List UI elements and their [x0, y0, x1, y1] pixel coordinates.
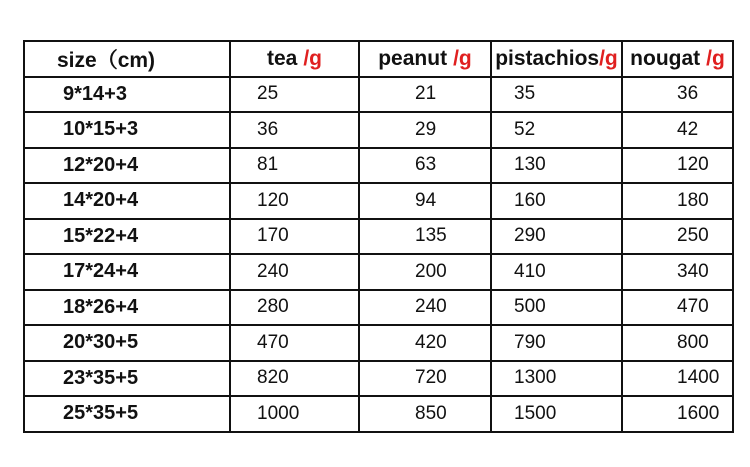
peanut-cell: 200 — [359, 254, 491, 290]
header-nougat-label: nougat — [630, 46, 701, 70]
header-row — [24, 41, 733, 77]
peanut-cell: 420 — [359, 325, 491, 361]
peanut-cell: 720 — [359, 361, 491, 397]
tea-cell: 1000 — [230, 396, 359, 432]
nougat-cell: 340 — [622, 254, 733, 290]
nougat-cell: 1600 — [622, 396, 733, 432]
header-peanut-label: peanut — [378, 46, 448, 70]
size-cell: 12*20+4 — [24, 148, 230, 184]
pistachios-cell: 500 — [491, 290, 622, 326]
tea-cell: 470 — [230, 325, 359, 361]
header-size: size（cm) — [24, 41, 230, 77]
table-row — [24, 361, 733, 397]
header-pistachios-label: pistachios — [495, 46, 600, 70]
tea-cell: 280 — [230, 290, 359, 326]
nougat-cell: 42 — [622, 112, 733, 148]
tea-cell: 36 — [230, 112, 359, 148]
size-cell: 14*20+4 — [24, 183, 230, 219]
pistachios-cell: 410 — [491, 254, 622, 290]
weight-table — [23, 40, 734, 433]
tea-cell: 170 — [230, 219, 359, 255]
pistachios-cell: 1300 — [491, 361, 622, 397]
size-cell: 10*15+3 — [24, 112, 230, 148]
size-cell: 23*35+5 — [24, 361, 230, 397]
table-row — [24, 396, 733, 432]
pistachios-cell: 35 — [491, 77, 622, 113]
peanut-cell: 21 — [359, 77, 491, 113]
header-nougat-unit: /g — [706, 46, 725, 70]
size-cell: 15*22+4 — [24, 219, 230, 255]
peanut-cell: 240 — [359, 290, 491, 326]
tea-cell: 25 — [230, 77, 359, 113]
nougat-cell: 800 — [622, 325, 733, 361]
pistachios-cell: 160 — [491, 183, 622, 219]
nougat-cell: 36 — [622, 77, 733, 113]
nougat-cell: 120 — [622, 148, 733, 184]
peanut-cell: 850 — [359, 396, 491, 432]
size-cell: 9*14+3 — [24, 77, 230, 113]
header-pistachios-unit: /g — [599, 46, 618, 70]
peanut-cell: 94 — [359, 183, 491, 219]
header-tea-unit: /g — [303, 46, 323, 70]
table-row — [24, 219, 733, 255]
pistachios-cell: 1500 — [491, 396, 622, 432]
table-row — [24, 290, 733, 326]
table-body — [24, 77, 733, 432]
pistachios-cell: 290 — [491, 219, 622, 255]
peanut-cell: 29 — [359, 112, 491, 148]
size-cell: 17*24+4 — [24, 254, 230, 290]
nougat-cell: 250 — [622, 219, 733, 255]
table-row — [24, 183, 733, 219]
header-tea-label: tea — [266, 46, 298, 70]
header-peanut-unit: /g — [453, 46, 472, 70]
tea-cell: 81 — [230, 148, 359, 184]
nougat-cell: 180 — [622, 183, 733, 219]
table-row — [24, 77, 733, 113]
tea-cell: 820 — [230, 361, 359, 397]
peanut-cell: 63 — [359, 148, 491, 184]
tea-cell: 120 — [230, 183, 359, 219]
size-cell: 20*30+5 — [24, 325, 230, 361]
size-cell: 25*35+5 — [24, 396, 230, 432]
tea-cell: 240 — [230, 254, 359, 290]
header-peanut — [359, 41, 491, 77]
pistachios-cell: 52 — [491, 112, 622, 148]
nougat-cell: 1400 — [622, 361, 733, 397]
table-row — [24, 112, 733, 148]
table-row — [24, 148, 733, 184]
header-nougat — [622, 41, 733, 77]
size-cell: 18*26+4 — [24, 290, 230, 326]
pistachios-cell: 790 — [491, 325, 622, 361]
pistachios-cell: 130 — [491, 148, 622, 184]
header-tea — [230, 41, 359, 77]
table-row — [24, 254, 733, 290]
table-row — [24, 325, 733, 361]
peanut-cell: 135 — [359, 219, 491, 255]
header-pistachios — [491, 41, 622, 77]
nougat-cell: 470 — [622, 290, 733, 326]
